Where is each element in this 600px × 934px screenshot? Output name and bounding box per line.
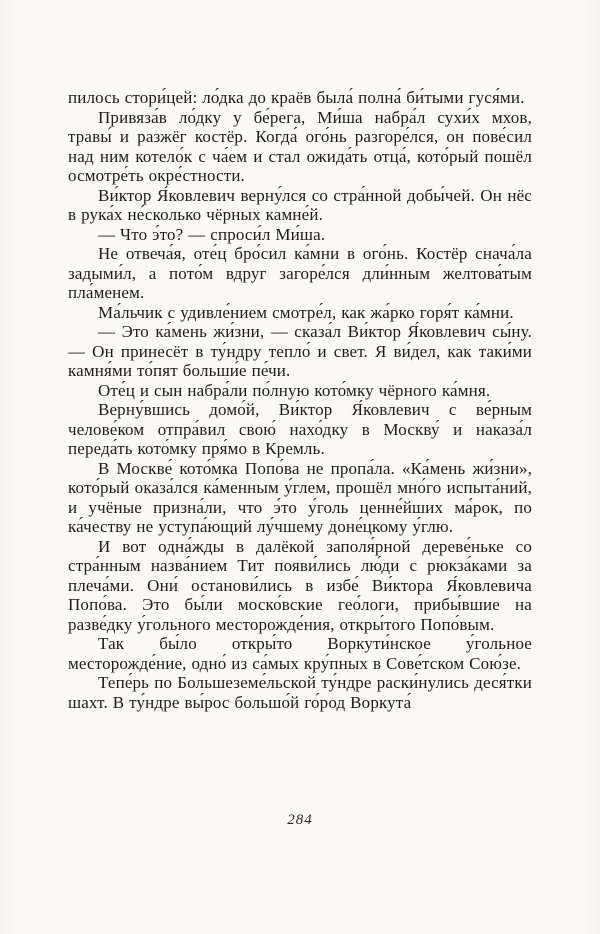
paragraph: Не отвеча́я, оте́ц бро́сил ка́мни в ого́нь. Костёр снача́ла задыми́л, а пото́м вдруг загоре́лся дли́нным желтова́тым пла́менем. xyxy=(68,244,532,302)
paragraph: Привяза́в ло́дку у бе́рега, Ми́ша набра́л сухи́х мхов, травы́ и разжёг костёр. Когда́ ого́нь разгоре́лся, он пове́сил над ним котело́к с ча́ем и стал ожида́ть отца́, кото́рый пошёл осмотре́ть окре́стности. xyxy=(68,107,532,185)
page-text-block xyxy=(68,88,532,712)
paragraph: пилось стори́цей: ло́дка до краёв была́ полна́ би́тыми гуся́ми. xyxy=(68,88,525,107)
paragraph: Ма́льчик с удивле́нием смотре́л, как жа́рко горя́т ка́мни. xyxy=(98,302,514,322)
paragraph: В Москве́ кото́мка Попо́ва не пропа́ла. «Ка́мень жи́зни», кото́рый оказа́лся ка́менным у́глем, прошёл мно́го испыта́ний, и учёные призна́ли, что э́то у́голь ценне́йших ма́рок, по ка́честву не уступа́ющий лу́чшему доне́цкому у́глю. xyxy=(68,458,532,536)
paragraph: Оте́ц и сын набра́ли по́лную кото́мку чёрного ка́мня. xyxy=(98,380,491,400)
paragraph: Верну́вшись домо́й, Ви́ктор Я́ковлевич с ве́рным челове́ком отпра́вил свою́ нахо́дку в Москву́ и наказа́л переда́ть кото́мку пря́мо в Кремль. xyxy=(68,400,532,458)
paragraph: — Что э́то? — спроси́л Ми́ша. xyxy=(98,224,326,244)
paragraph: Тепе́рь по Большеземе́льской ту́ндре раски́нулись деся́тки шахт. В ту́ндре вы́рос большо́й го́род Воркута́ xyxy=(68,673,532,712)
paragraph: Ви́ктор Я́ковлевич верну́лся со стра́нной добы́чей. Он нёс в рука́х не́сколько чёрных камне́й. xyxy=(68,185,532,224)
paragraph: И вот одна́жды в далёкой заполя́рной дереве́ньке со стра́нным назва́нием Тит появи́лись лю́ди с рюкза́ками за плеча́ми. Они́ останови́лись в избе́ Ви́ктора Я́ковлевича Попо́ва. Это бы́ли моско́вские гео́логи, прибы́вшие на разве́дку у́гольного месторожде́ния, откры́того Попо́вым. xyxy=(68,536,532,634)
paragraph: Так бы́ло откры́то Воркути́нское у́гольное месторожде́ние, одно́ из са́мых кру́пных в Сове́тском Сою́зе. xyxy=(68,634,532,673)
page-number: 284 xyxy=(287,812,313,828)
paragraph: — Это ка́мень жи́зни, — сказа́л Ви́ктор Я́ковлевич сы́ну. — Он принесёт в ту́ндру тепло́ и свет. Я ви́дел, как таки́ми камня́ми то́пят больши́е пе́чи. xyxy=(68,322,532,380)
